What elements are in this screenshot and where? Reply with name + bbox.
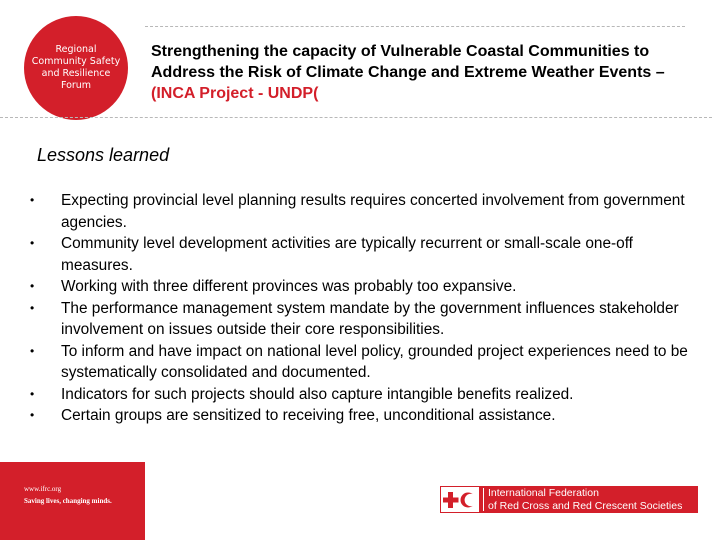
title-accent: (INCA Project - UNDP(: [151, 85, 319, 102]
logo-line-2: of Red Cross and Red Crescent Societies: [488, 499, 683, 512]
list-item: [30, 405, 698, 427]
red-crescent-icon: [461, 492, 478, 507]
list-item: [30, 341, 698, 384]
list-item-text: To inform and have impact on national level policy, grounded project experiences need to be systematically consolidated and documented.: [61, 342, 688, 381]
list-item-text: Working with three different provinces was probably too expansive.: [61, 278, 517, 295]
list-item: [30, 276, 698, 298]
logo-line-1: International Federation: [488, 487, 599, 499]
bullet-marker: •: [30, 343, 35, 358]
header-divider-bottom: [0, 117, 712, 118]
forum-badge: [24, 16, 128, 120]
header-divider-top: [145, 26, 685, 27]
bullet-marker: •: [30, 279, 35, 293]
list-item-text: Expecting provincial level planning results requires concerted involvement from government agencies.: [61, 192, 685, 231]
list-item-text: Certain groups are sensitized to receiving free, unconditional assistance.: [61, 407, 556, 424]
section-heading: Lessons learned: [37, 145, 170, 165]
emblem: [441, 487, 479, 512]
bullet-marker: •: [30, 193, 35, 207]
ifrc-logo: [440, 486, 698, 513]
red-cross-icon: [443, 490, 477, 510]
bullet-marker: •: [30, 408, 35, 422]
slide-title: [151, 41, 711, 104]
logo-text: [488, 487, 682, 512]
list-item: [30, 384, 698, 406]
title-main: Strengthening the capacity of Vulnerable Coastal Communities to Address the Risk of Climate Change and Extreme Weather Events –: [151, 43, 665, 81]
bullet-marker: •: [30, 300, 35, 315]
footer-tagline: Saving lives, changing minds.: [24, 497, 112, 505]
list-item-text: The performance management system mandate by the government influences stakeholder involvement on issues outside their core responsibilities.: [61, 299, 679, 338]
list-item: [30, 298, 698, 341]
list-item: [30, 190, 698, 233]
badge-text: Regional Community Safety and Resilience Forum: [31, 44, 121, 91]
list-item: [30, 233, 698, 276]
footer-url[interactable]: www.ifrc.org: [24, 485, 62, 493]
bullet-marker: •: [30, 236, 35, 250]
list-item-text: Community level development activities are typically recurrent or small-scale one-off measures.: [61, 235, 633, 274]
lessons-list: [30, 190, 698, 427]
bullet-marker: •: [30, 386, 35, 401]
logo-divider: [483, 488, 484, 511]
list-item-text: Indicators for such projects should also capture intangible benefits realized.: [61, 385, 574, 403]
